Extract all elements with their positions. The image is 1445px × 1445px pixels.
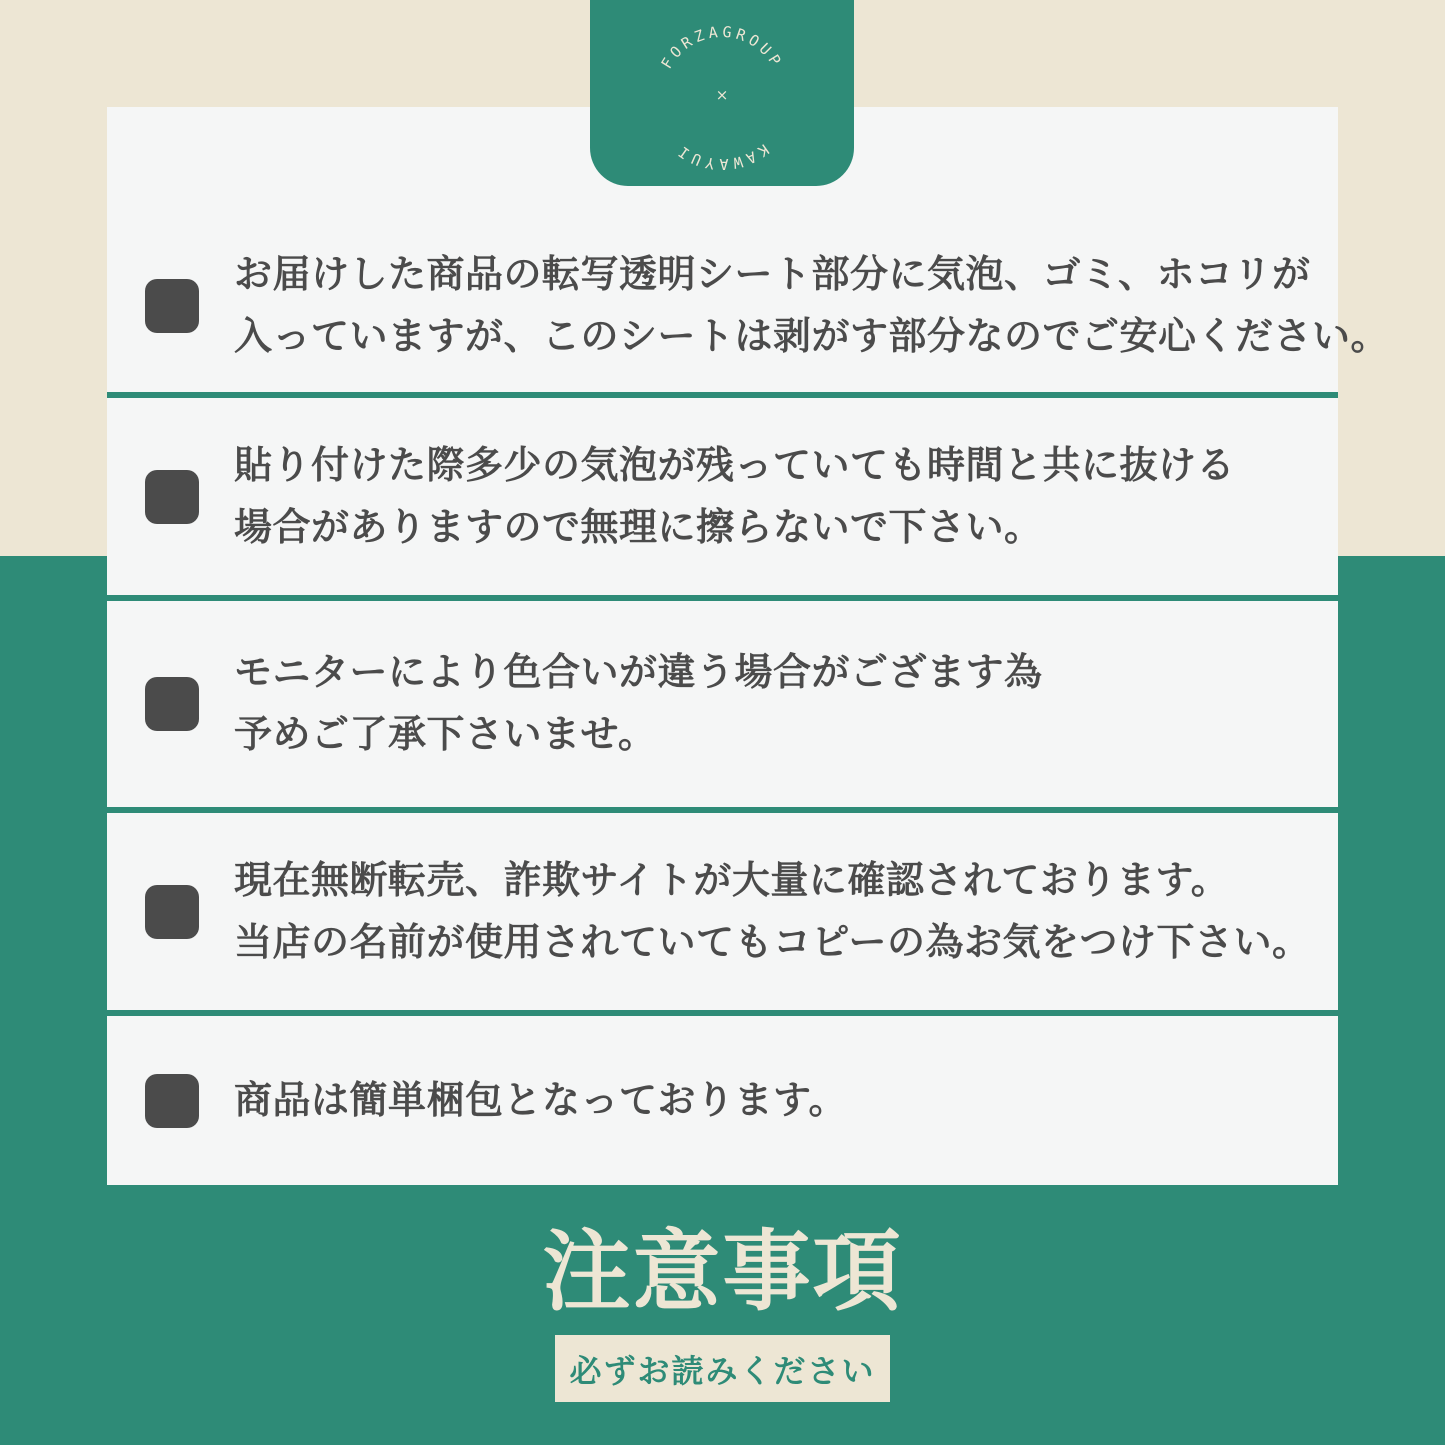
notice-item xyxy=(107,1016,1338,1185)
notice-line: 貼り付けた際多少の気泡が残っていても時間と共に抜ける xyxy=(234,444,1236,487)
brand-ring-top-text: FORZAGROUP xyxy=(657,22,787,72)
notice-item xyxy=(107,398,1338,595)
notice-panel xyxy=(107,107,1390,1185)
notice-line: モニターにより色合いが違う場合がござます為 xyxy=(234,652,1043,694)
brand-badge xyxy=(590,0,854,186)
notice-text xyxy=(234,1070,847,1132)
notice-line: 現在無断転売、詐欺サイトが大量に確認されております。 xyxy=(234,859,1230,902)
notice-text xyxy=(234,850,1310,974)
notice-line: 場合がありますので無理に擦らないで下さい。 xyxy=(234,506,1043,549)
brand-ring-x-separator: × xyxy=(715,86,729,104)
checkbox-icon xyxy=(145,470,199,524)
checkbox-icon xyxy=(145,1074,199,1128)
notice-line: 商品は簡単梱包となっております。 xyxy=(234,1079,847,1122)
notice-text xyxy=(234,642,1043,766)
page-title: 注意事項 xyxy=(542,1222,903,1321)
brand-ring-bottom-text: KAWAYUI xyxy=(671,140,773,174)
notice-text xyxy=(234,435,1235,559)
must-read-label: 必ずお読みください xyxy=(555,1335,890,1402)
notice-line: 当店の名前が使用されていてもコピーの為お気をつけ下さい。 xyxy=(234,921,1311,964)
notice-line: お届けした商品の転写透明シート部分に気泡、ゴミ、ホコリが xyxy=(234,253,1311,296)
checkbox-icon xyxy=(145,677,199,731)
brand-ring-logo xyxy=(590,0,854,186)
notice-item xyxy=(107,601,1338,807)
checkbox-icon xyxy=(145,279,199,333)
notice-line: 入っていますが、このシートは剥がす部分なのでご安心ください。 xyxy=(234,315,1390,358)
notice-text xyxy=(234,244,1389,368)
notice-item xyxy=(107,813,1338,1010)
checkbox-icon xyxy=(145,885,199,939)
notice-line: 予めご了承下さいませ。 xyxy=(234,714,657,756)
